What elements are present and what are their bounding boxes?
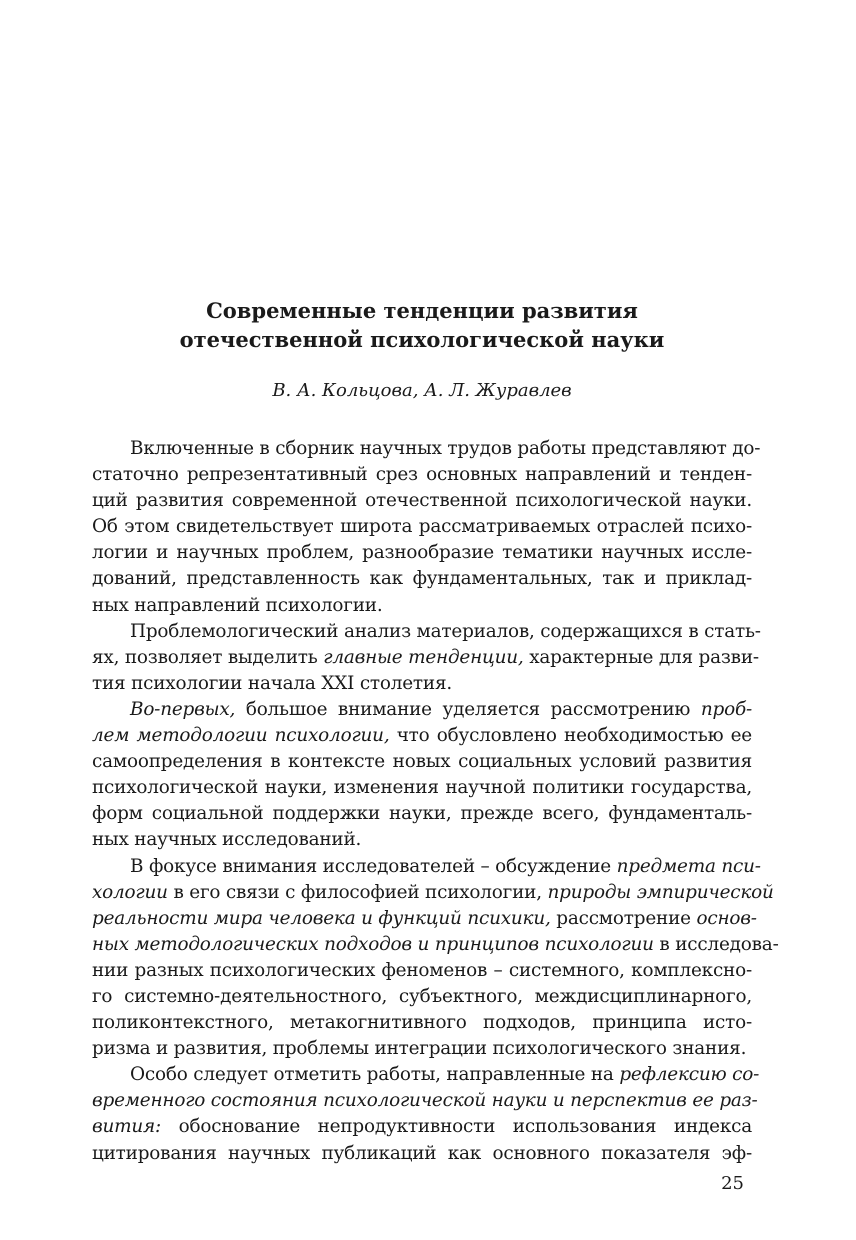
body-line: [92, 906, 757, 932]
body-line: статочно репрезентативный срез основных направлений и тенден-: [92, 464, 752, 486]
emphasis-text: ных методологических подходов и принципов психологии: [92, 933, 654, 955]
emphasis-text: природы эмпирической: [547, 881, 774, 903]
body-line: психологической науки, изменения научной политики государства,: [92, 777, 752, 799]
text-run: большое внимание уделяется рассмотрению: [235, 698, 701, 720]
emphasis-text: вития:: [92, 1116, 162, 1138]
text-run: в его связи с философией психологии,: [167, 881, 548, 903]
text-run: рассмотрение: [550, 907, 697, 929]
body-line: [92, 723, 752, 749]
body-line: [92, 1062, 760, 1088]
article-title: [92, 296, 752, 354]
body-line: [92, 645, 759, 671]
article-body: [92, 436, 779, 1167]
text-run: характерные для разви-: [523, 646, 759, 668]
text-run: обоснование непродуктивности использования индекса: [161, 1116, 752, 1138]
body-line: поликонтекстного, метакогнитивного подходов, принципа исто-: [92, 1012, 752, 1034]
emphasis-text: основ-: [696, 907, 757, 929]
emphasis-text: предмета пси-: [616, 855, 761, 877]
emphasis-text: временного состояния психологической науки и перспектив ее раз-: [92, 1090, 758, 1112]
emphasis-text: реальности мира человека и функций психики,: [92, 907, 551, 929]
text-run: В фокусе внимания исследователей – обсуждение: [130, 855, 617, 877]
text-run: Особо следует отметить работы, направленные на: [130, 1064, 620, 1086]
body-line: цитирования научных публикаций как основного показателя эф-: [92, 1142, 752, 1164]
body-line: ных направлений психологии.: [92, 594, 383, 616]
article-authors: В. А. Кольцова, А. Л. Журавлев: [272, 380, 572, 401]
page-number: 25: [721, 1173, 744, 1194]
body-line: [92, 854, 761, 880]
emphasis-text: проб-: [700, 698, 752, 720]
emphasis-text: лем методологии психологии,: [92, 725, 390, 747]
article-title-line-2: отечественной психологической науки: [179, 327, 665, 352]
body-line: нии разных психологических феноменов – системного, комплексно-: [92, 959, 752, 981]
text-run: ях, позволяет выделить: [92, 646, 324, 668]
body-line: тия психологии начала XXI столетия.: [92, 672, 453, 694]
body-line: ных научных исследований.: [92, 829, 362, 851]
body-line: ций развития современной отечественной психологической науки.: [92, 490, 752, 512]
body-line: го системно-деятельностного, субъектного, междисциплинарного,: [92, 985, 752, 1007]
body-line: [92, 1088, 758, 1114]
body-line: Включенные в сборник научных трудов работы представляют до-: [130, 438, 761, 459]
emphasis-text: хологии: [92, 881, 168, 903]
body-line: [92, 1114, 752, 1140]
body-line: [92, 880, 774, 906]
text-run: в исследова-: [653, 933, 779, 955]
body-line: [92, 932, 779, 958]
body-line: Об этом свидетельствует широта рассматриваемых отраслей психо-: [92, 516, 752, 538]
body-line: ризма и развития, проблемы интеграции психологического знания.: [92, 1038, 747, 1060]
body-line: форм социальной поддержки науки, прежде всего, фундаменталь-: [92, 803, 752, 825]
emphasis-text: главные тенденции,: [323, 646, 524, 668]
body-line: самоопределения в контексте новых социальных условий развития: [92, 751, 752, 773]
text-run: что обусловлено необходимостью ее: [389, 725, 752, 747]
emphasis-text: Во-первых,: [130, 698, 236, 720]
body-line: [92, 697, 752, 723]
body-line: дований, представленность как фундаментальных, так и приклад-: [92, 568, 752, 590]
body-line: логии и научных проблем, разнообразие тематики научных иссле-: [92, 542, 752, 564]
article-title-line-1: Современные тенденции развития: [206, 298, 638, 323]
body-line: Проблемологический анализ материалов, содержащихся в стать-: [130, 620, 761, 642]
emphasis-text: рефлексию со-: [619, 1064, 760, 1086]
